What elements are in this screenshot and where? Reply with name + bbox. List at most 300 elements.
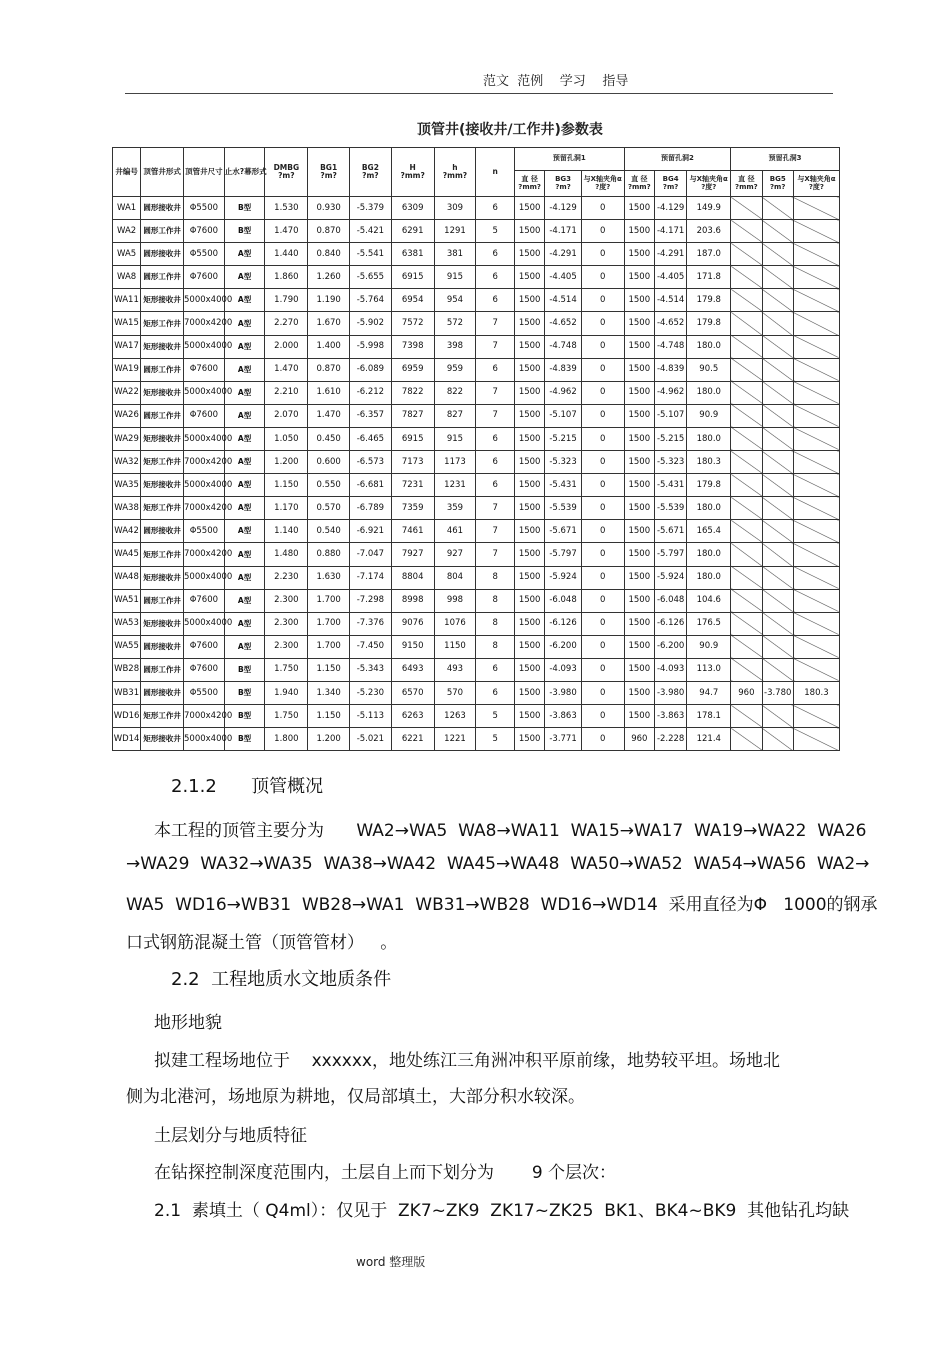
cell-bg5: [762, 289, 793, 312]
cell-dia-2: 1500: [624, 658, 654, 681]
cell-bg2: -7.174: [350, 566, 392, 589]
cell-dia-2: 1500: [624, 451, 654, 474]
cell-n: 6: [476, 358, 515, 381]
cell-angle-3: [793, 474, 839, 497]
cell-bg2: -6.465: [350, 427, 392, 450]
cell-h: 1173: [434, 451, 476, 474]
cell-dia-1: 1500: [515, 358, 545, 381]
cell-form: 圆形工作井: [141, 358, 184, 381]
cell-bg2: -5.021: [350, 728, 392, 751]
cell-bg1: 0.540: [308, 520, 350, 543]
cell-angle-2: 104.6: [687, 589, 731, 612]
cell-angle-2: 180.0: [687, 497, 731, 520]
cell-bg5: [762, 543, 793, 566]
cell-bg1: 1.150: [308, 658, 350, 681]
cell-bg1: 0.570: [308, 497, 350, 520]
cell-bg5: [762, 243, 793, 266]
paragraph-pipe-jacking-line-3: WA5 WD16→WB31 WB28→WA1 WB31→WB28 WD16→WD14 采用直径为Φ 1000的钢承: [126, 895, 878, 915]
cell-angle-3: [793, 566, 839, 589]
cell-n: 6: [476, 243, 515, 266]
cell-size: 5000x4000: [184, 427, 225, 450]
cell-dia-3: [731, 381, 762, 404]
cell-stop-type: A型: [224, 243, 265, 266]
cell-angle-1: 0: [581, 543, 624, 566]
cell-angle-3: [793, 705, 839, 728]
cell-dia-3: [731, 289, 762, 312]
cell-dia-3: [731, 566, 762, 589]
cell-bg5: [762, 335, 793, 358]
paragraph-pipe-jacking-line-4: 口式钢筋混凝土管（顶管管材） 。: [126, 933, 398, 953]
cell-stop-type: A型: [224, 335, 265, 358]
table-row: [113, 681, 840, 704]
cell-bg2: -5.998: [350, 335, 392, 358]
cell-form: 矩形工作井: [141, 705, 184, 728]
cell-bg3: -4.093: [545, 658, 582, 681]
cell-angle-1: 0: [581, 381, 624, 404]
cell-bg3: -4.839: [545, 358, 582, 381]
cell-dia-2: 960: [624, 728, 654, 751]
cell-bg4: -3.863: [654, 705, 686, 728]
cell-n: 7: [476, 312, 515, 335]
cell-dia-1: 1500: [515, 381, 545, 404]
cell-bg3: -3.863: [545, 705, 582, 728]
cell-dia-2: 1500: [624, 243, 654, 266]
cell-bg1: 1.260: [308, 266, 350, 289]
cell-well-no: WA1: [113, 197, 141, 220]
cell-bg3: -4.514: [545, 289, 582, 312]
paragraph-soil-layers: 在钻探控制深度范围内，土层自上而下划分为 9 个层次：: [154, 1163, 617, 1183]
cell-angle-1: 0: [581, 243, 624, 266]
cell-angle-1: 0: [581, 635, 624, 658]
cell-dia-2: 1500: [624, 404, 654, 427]
cell-bg3: -5.107: [545, 404, 582, 427]
cell-angle-1: 0: [581, 520, 624, 543]
cell-n: 6: [476, 289, 515, 312]
header-hole3: 预留孔洞3: [731, 148, 840, 171]
cell-size: 5000x4000: [184, 728, 225, 751]
cell-dia-3: [731, 589, 762, 612]
cell-well-no: WA42: [113, 520, 141, 543]
cell-bg3: -4.652: [545, 312, 582, 335]
paragraph-site-line-2: 侧为北港河，场地原为耕地，仅局部填土，大部分积水较深。: [126, 1087, 585, 1107]
cell-dia-2: 1500: [624, 497, 654, 520]
cell-H: 6221: [391, 728, 434, 751]
cell-dia-3: [731, 220, 762, 243]
cell-size: 5000x4000: [184, 335, 225, 358]
cell-H: 6959: [391, 358, 434, 381]
cell-dia-2: 1500: [624, 266, 654, 289]
cell-dmbg: 1.530: [265, 197, 308, 220]
cell-H: 6263: [391, 705, 434, 728]
cell-H: 6309: [391, 197, 434, 220]
cell-dia-3: [731, 658, 762, 681]
cell-bg4: -2.228: [654, 728, 686, 751]
cell-form: 矩形接收井: [141, 728, 184, 751]
table-row: [113, 635, 840, 658]
cell-dia-1: 1500: [515, 635, 545, 658]
cell-well-no: WA29: [113, 427, 141, 450]
cell-stop-type: A型: [224, 543, 265, 566]
cell-dia-3: [731, 427, 762, 450]
header-h: h ?mm?: [434, 148, 476, 197]
cell-bg2: -6.681: [350, 474, 392, 497]
cell-dia-1: 1500: [515, 427, 545, 450]
cell-angle-1: 0: [581, 474, 624, 497]
cell-dia-1: 1500: [515, 312, 545, 335]
cell-h: 461: [434, 520, 476, 543]
cell-form: 矩形工作井: [141, 497, 184, 520]
cell-dia-3: [731, 497, 762, 520]
table-row: [113, 705, 840, 728]
cell-bg5: [762, 658, 793, 681]
cell-dia-2: 1500: [624, 335, 654, 358]
cell-angle-3: [793, 497, 839, 520]
cell-angle-1: 0: [581, 289, 624, 312]
cell-size: 5000x4000: [184, 566, 225, 589]
cell-H: 8804: [391, 566, 434, 589]
cell-dia-3: [731, 474, 762, 497]
cell-size: Φ7600: [184, 266, 225, 289]
cell-angle-1: 0: [581, 566, 624, 589]
cell-well-no: WA45: [113, 543, 141, 566]
cell-angle-2: 90.9: [687, 635, 731, 658]
cell-well-no: WA5: [113, 243, 141, 266]
cell-well-no: WA32: [113, 451, 141, 474]
cell-bg1: 0.840: [308, 243, 350, 266]
cell-angle-3: [793, 451, 839, 474]
cell-h: 398: [434, 335, 476, 358]
cell-angle-1: 0: [581, 705, 624, 728]
cell-n: 5: [476, 705, 515, 728]
cell-bg4: -4.093: [654, 658, 686, 681]
cell-bg4: -4.405: [654, 266, 686, 289]
cell-bg4: -5.431: [654, 474, 686, 497]
cell-stop-type: B型: [224, 705, 265, 728]
header-hole1: 预留孔洞1: [515, 148, 625, 171]
cell-bg4: -4.962: [654, 381, 686, 404]
cell-bg4: -5.924: [654, 566, 686, 589]
cell-bg1: 1.700: [308, 612, 350, 635]
page-footer: word 整理版: [356, 1255, 426, 1269]
cell-dmbg: 1.800: [265, 728, 308, 751]
cell-bg1: 1.470: [308, 404, 350, 427]
cell-stop-type: B型: [224, 728, 265, 751]
cell-bg3: -5.671: [545, 520, 582, 543]
cell-dia-1: 1500: [515, 566, 545, 589]
cell-bg5: [762, 589, 793, 612]
cell-bg3: -3.771: [545, 728, 582, 751]
cell-h: 359: [434, 497, 476, 520]
cell-n: 8: [476, 566, 515, 589]
cell-angle-1: 0: [581, 497, 624, 520]
cell-form: 圆形工作井: [141, 220, 184, 243]
cell-dia-3: 960: [731, 681, 762, 704]
cell-bg2: -5.343: [350, 658, 392, 681]
cell-stop-type: B型: [224, 681, 265, 704]
paragraph-pipe-jacking-line-2: →WA29 WA32→WA35 WA38→WA42 WA45→WA48 WA50→WA52 WA54→WA56 WA2→: [126, 854, 870, 874]
cell-H: 9076: [391, 612, 434, 635]
cell-bg5: [762, 728, 793, 751]
cell-n: 8: [476, 612, 515, 635]
cell-dmbg: 1.140: [265, 520, 308, 543]
cell-dia-2: 1500: [624, 589, 654, 612]
cell-angle-2: 94.7: [687, 681, 731, 704]
parameter-table: [112, 147, 840, 751]
cell-n: 6: [476, 681, 515, 704]
cell-bg3: -4.748: [545, 335, 582, 358]
cell-angle-1: 0: [581, 404, 624, 427]
cell-dmbg: 1.790: [265, 289, 308, 312]
cell-angle-3: [793, 358, 839, 381]
cell-dia-3: [731, 358, 762, 381]
cell-form: 圆形工作井: [141, 404, 184, 427]
cell-angle-1: 0: [581, 612, 624, 635]
cell-angle-2: 179.8: [687, 474, 731, 497]
cell-h: 309: [434, 197, 476, 220]
cell-bg1: 0.870: [308, 358, 350, 381]
cell-h: 1291: [434, 220, 476, 243]
cell-bg4: -5.671: [654, 520, 686, 543]
cell-angle-2: 180.0: [687, 543, 731, 566]
cell-n: 5: [476, 728, 515, 751]
cell-well-no: WD16: [113, 705, 141, 728]
cell-dmbg: 2.300: [265, 589, 308, 612]
cell-angle-2: 113.0: [687, 658, 731, 681]
cell-bg3: -5.215: [545, 427, 582, 450]
section-heading-2-1-2: 2.1.2 顶管概况: [171, 776, 324, 797]
header-bg4: BG4 ?m?: [654, 171, 686, 197]
cell-h: 1221: [434, 728, 476, 751]
cell-bg3: -6.048: [545, 589, 582, 612]
cell-form: 矩形接收井: [141, 566, 184, 589]
cell-dia-2: 1500: [624, 566, 654, 589]
cell-bg3: -5.431: [545, 474, 582, 497]
cell-bg5: [762, 358, 793, 381]
cell-bg4: -4.514: [654, 289, 686, 312]
cell-dia-1: 1500: [515, 520, 545, 543]
cell-well-no: WA8: [113, 266, 141, 289]
cell-h: 1263: [434, 705, 476, 728]
cell-form: 圆形工作井: [141, 658, 184, 681]
cell-dia-1: 1500: [515, 451, 545, 474]
cell-size: 5000x4000: [184, 381, 225, 404]
paragraph-site-line-1: 拟建工程场地位于 xxxxxx，地处练江三角洲冲积平原前缘，地势较平坦。场地北: [154, 1051, 780, 1071]
cell-stop-type: A型: [224, 312, 265, 335]
cell-bg2: -5.230: [350, 681, 392, 704]
cell-bg3: -4.962: [545, 381, 582, 404]
cell-angle-1: 0: [581, 681, 624, 704]
header-angle-2: 与X轴夹角α ?度?: [687, 171, 731, 197]
cell-angle-1: 0: [581, 589, 624, 612]
cell-stop-type: A型: [224, 520, 265, 543]
cell-dia-1: 1500: [515, 681, 545, 704]
cell-n: 7: [476, 404, 515, 427]
cell-n: 6: [476, 197, 515, 220]
cell-dia-1: 1500: [515, 728, 545, 751]
paragraph-fill-soil: 2.1 素填土（ Q4ml）：仅见于 ZK7~ZK9 ZK17~ZK25 BK1、BK4~BK9 其他钻孔均缺: [154, 1201, 850, 1221]
cell-angle-1: 0: [581, 335, 624, 358]
cell-stop-type: A型: [224, 266, 265, 289]
cell-n: 8: [476, 635, 515, 658]
cell-dia-2: 1500: [624, 312, 654, 335]
cell-stop-type: B型: [224, 220, 265, 243]
cell-n: 5: [476, 220, 515, 243]
cell-H: 7398: [391, 335, 434, 358]
cell-n: 7: [476, 335, 515, 358]
cell-bg2: -7.450: [350, 635, 392, 658]
cell-angle-3: [793, 520, 839, 543]
cell-size: Φ7600: [184, 658, 225, 681]
cell-angle-1: 0: [581, 728, 624, 751]
cell-n: 8: [476, 589, 515, 612]
table-row: [113, 566, 840, 589]
cell-bg3: -5.924: [545, 566, 582, 589]
cell-bg2: -5.541: [350, 243, 392, 266]
cell-bg2: -6.212: [350, 381, 392, 404]
cell-bg3: -4.291: [545, 243, 582, 266]
cell-angle-1: 0: [581, 358, 624, 381]
section-heading-2-2: 2.2 工程地质水文地质条件: [171, 969, 392, 990]
cell-dia-1: 1500: [515, 612, 545, 635]
cell-angle-1: 0: [581, 266, 624, 289]
cell-dia-1: 1500: [515, 289, 545, 312]
table-row: [113, 312, 840, 335]
cell-angle-3: [793, 427, 839, 450]
cell-stop-type: B型: [224, 658, 265, 681]
cell-dia-2: 1500: [624, 381, 654, 404]
cell-dia-3: [731, 612, 762, 635]
cell-bg2: -6.573: [350, 451, 392, 474]
cell-angle-2: 180.0: [687, 335, 731, 358]
cell-bg4: -4.291: [654, 243, 686, 266]
cell-angle-2: 187.0: [687, 243, 731, 266]
cell-form: 矩形工作井: [141, 312, 184, 335]
header-angle-3: 与X轴夹角α ?度?: [793, 171, 839, 197]
cell-bg4: -6.126: [654, 612, 686, 635]
cell-size: Φ7600: [184, 589, 225, 612]
paragraph-pipe-jacking-line-1: 本工程的顶管主要分为 WA2→WA5 WA8→WA11 WA15→WA17 WA19→WA22 WA26: [154, 821, 867, 841]
cell-bg4: -5.797: [654, 543, 686, 566]
cell-bg4: -5.107: [654, 404, 686, 427]
cell-h: 954: [434, 289, 476, 312]
cell-bg3: -4.405: [545, 266, 582, 289]
cell-size: Φ5500: [184, 197, 225, 220]
cell-size: 5000x4000: [184, 474, 225, 497]
cell-well-no: WA22: [113, 381, 141, 404]
cell-form: 圆形工作井: [141, 266, 184, 289]
cell-dia-2: 1500: [624, 220, 654, 243]
cell-bg2: -5.421: [350, 220, 392, 243]
cell-angle-3: [793, 404, 839, 427]
cell-angle-2: 90.5: [687, 358, 731, 381]
cell-bg5: [762, 612, 793, 635]
cell-bg1: 0.880: [308, 543, 350, 566]
cell-bg4: -3.980: [654, 681, 686, 704]
cell-h: 959: [434, 358, 476, 381]
cell-H: 7461: [391, 520, 434, 543]
cell-dmbg: 1.750: [265, 658, 308, 681]
subheading-soil-layers: 土层划分与地质特征: [154, 1126, 307, 1146]
cell-h: 1150: [434, 635, 476, 658]
table-row: [113, 197, 840, 220]
cell-bg1: 1.340: [308, 681, 350, 704]
cell-n: 6: [476, 427, 515, 450]
cell-angle-2: 203.6: [687, 220, 731, 243]
header-divider: [125, 93, 833, 94]
cell-bg2: -7.376: [350, 612, 392, 635]
cell-h: 572: [434, 312, 476, 335]
cell-well-no: WA48: [113, 566, 141, 589]
header-hole2: 预留孔洞2: [624, 148, 731, 171]
header-dia-2: 直 径 ?mm?: [624, 171, 654, 197]
cell-angle-2: 171.8: [687, 266, 731, 289]
cell-angle-2: 180.0: [687, 427, 731, 450]
cell-form: 矩形工作井: [141, 543, 184, 566]
cell-stop-type: A型: [224, 358, 265, 381]
cell-well-no: WA19: [113, 358, 141, 381]
header-bg2: BG2 ?m?: [350, 148, 392, 197]
cell-angle-2: 179.8: [687, 289, 731, 312]
cell-form: 圆形接收井: [141, 243, 184, 266]
cell-angle-1: 0: [581, 220, 624, 243]
cell-dmbg: 1.200: [265, 451, 308, 474]
cell-dmbg: 1.860: [265, 266, 308, 289]
cell-form: 矩形接收井: [141, 612, 184, 635]
table-row: [113, 404, 840, 427]
cell-bg1: 0.450: [308, 427, 350, 450]
cell-n: 7: [476, 497, 515, 520]
cell-bg3: -6.126: [545, 612, 582, 635]
table-row: [113, 589, 840, 612]
cell-dmbg: 1.940: [265, 681, 308, 704]
cell-H: 6493: [391, 658, 434, 681]
cell-H: 8998: [391, 589, 434, 612]
cell-dmbg: 1.170: [265, 497, 308, 520]
cell-angle-2: 179.8: [687, 312, 731, 335]
cell-h: 827: [434, 404, 476, 427]
cell-dia-3: [731, 266, 762, 289]
cell-dmbg: 2.300: [265, 612, 308, 635]
cell-dia-1: 1500: [515, 243, 545, 266]
cell-bg5: -3.780: [762, 681, 793, 704]
cell-bg2: -5.113: [350, 705, 392, 728]
table-row: [113, 266, 840, 289]
table-row: [113, 474, 840, 497]
cell-angle-3: [793, 635, 839, 658]
cell-angle-1: 0: [581, 451, 624, 474]
cell-bg2: -6.357: [350, 404, 392, 427]
cell-bg3: -4.129: [545, 197, 582, 220]
header-H: H ?mm?: [391, 148, 434, 197]
table-row: [113, 451, 840, 474]
cell-angle-3: [793, 381, 839, 404]
cell-h: 493: [434, 658, 476, 681]
cell-form: 圆形工作井: [141, 589, 184, 612]
cell-dia-3: [731, 312, 762, 335]
cell-bg5: [762, 312, 793, 335]
cell-size: 7000x4200: [184, 543, 225, 566]
cell-dmbg: 1.470: [265, 358, 308, 381]
cell-stop-type: A型: [224, 566, 265, 589]
cell-dmbg: 2.230: [265, 566, 308, 589]
cell-well-no: WA51: [113, 589, 141, 612]
cell-bg4: -5.215: [654, 427, 686, 450]
cell-bg2: -7.298: [350, 589, 392, 612]
cell-form: 圆形接收井: [141, 681, 184, 704]
cell-dmbg: 1.470: [265, 220, 308, 243]
table-row: [113, 543, 840, 566]
cell-dia-2: 1500: [624, 474, 654, 497]
